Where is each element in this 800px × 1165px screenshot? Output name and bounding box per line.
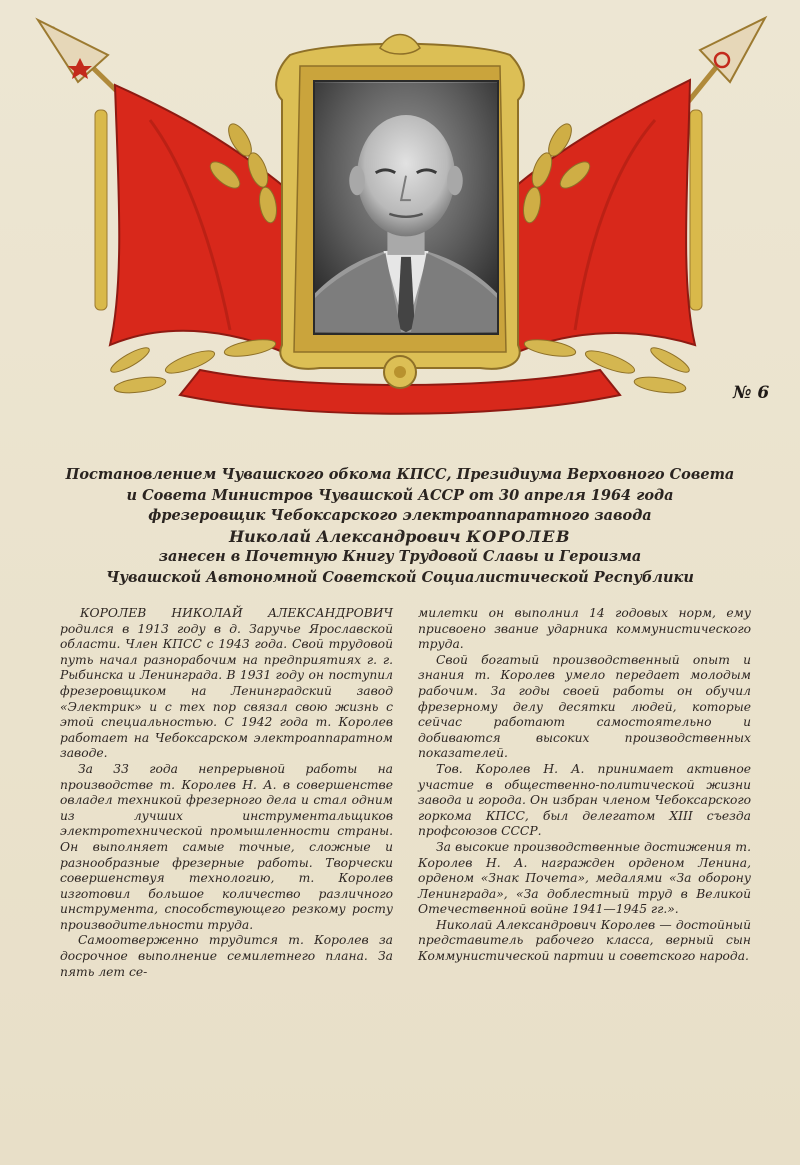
- honoree-name: [60, 527, 740, 548]
- honoree-given-name: Николай Александрович: [228, 526, 461, 546]
- decree-line: занесен в Почетную Книгу Трудовой Славы и Героизма: [158, 548, 642, 565]
- right-tassel: [690, 110, 702, 310]
- biography-left-column: [60, 606, 393, 980]
- biography-paragraph: Самоотверженно трудится т. Королев за досрочное выполнение семилетнего плана. За пять лет се-: [60, 933, 393, 979]
- decree-line: фрезеровщик Чебоксарского электроаппаратного завода: [148, 507, 652, 524]
- biography-paragraph: Николай Александрович Королев — достойный представитель рабочего класса, верный сын Коммунистической партии и советского народа.: [418, 917, 751, 964]
- left-tassel: [95, 110, 107, 310]
- biography-paragraph: За высокие производственные достижения т. Королев Н. А. награжден орденом Ленина, орденом «Знак Почета», медалями «За оборону Ленинграда», «За доблестный труд в Великой Отечественной войне 1941—1945 гг.».: [418, 839, 751, 917]
- biography-paragraph: КОРОЛЕВ НИКОЛАЙ АЛЕКСАНДРОВИЧ родился в 1913 году в д. Заручье Ярославской области. Член КПСС с 1943 года. Свой трудовой путь начал разнорабочим на предприятиях г. г. Рыбинска и Ленинграда. В 1931 году он поступил фрезеровщиком на Ленинградский завод «Электрик» и с тех пор связал свою жизнь с этой специальностью. С 1942 года т. Королев работает на Чебоксарском электроаппаратном заводе.: [60, 606, 393, 761]
- portrait-image: [315, 82, 497, 333]
- decree-line: и Совета Министров Чувашской АССР от 30 апреля 1964 года: [126, 486, 674, 504]
- decree-line: Чувашской Автономной Советской Социалистической Республики: [106, 568, 694, 586]
- biography-paragraph: Тов. Королев Н. А. принимает активное участие в общественно-политической жизни завода и города. Он избран членом Чебоксарского горкома КПСС, был делегатом XIII съезда профсоюзов СССР.: [418, 761, 751, 839]
- issue-number: № 6: [733, 383, 770, 403]
- biography-right-column: [418, 606, 751, 965]
- portrait-photo: [313, 80, 499, 335]
- biography-paragraph: За 33 года непрерывной работы на производстве т. Королев Н. А. в совершенстве овладел техникой фрезерного дела и стал одним из лучших инструментальщиков электротехнической промышленности страны. Он выполняет самые точные, сложные и разнообразные фрезерные работы. Творчески совершенствуя технологию, т. Королев изготовил большое количество различного инструмента, способствующего резкому росту производительности труда.: [60, 761, 393, 932]
- biography-paragraph: Свой богатый производственный опыт и знания т. Королев умело передает молодым рабочим. За годы своей работы он обучил фрезерному делу десятки людей, которые сейчас работают самостоятельно и добиваются высоких производственных показателей.: [418, 652, 751, 761]
- decree-text: [60, 465, 740, 588]
- biography-paragraph: милетки он выполнил 14 годовых норм, ему присвоено звание ударника коммунистического труда.: [418, 606, 751, 652]
- decree-line: Постановлением Чувашского обкома КПСС, Президиума Верховного Совета: [65, 466, 735, 483]
- frame-crest: [380, 35, 420, 55]
- honoree-surname: КОРОЛЕВ: [466, 526, 572, 546]
